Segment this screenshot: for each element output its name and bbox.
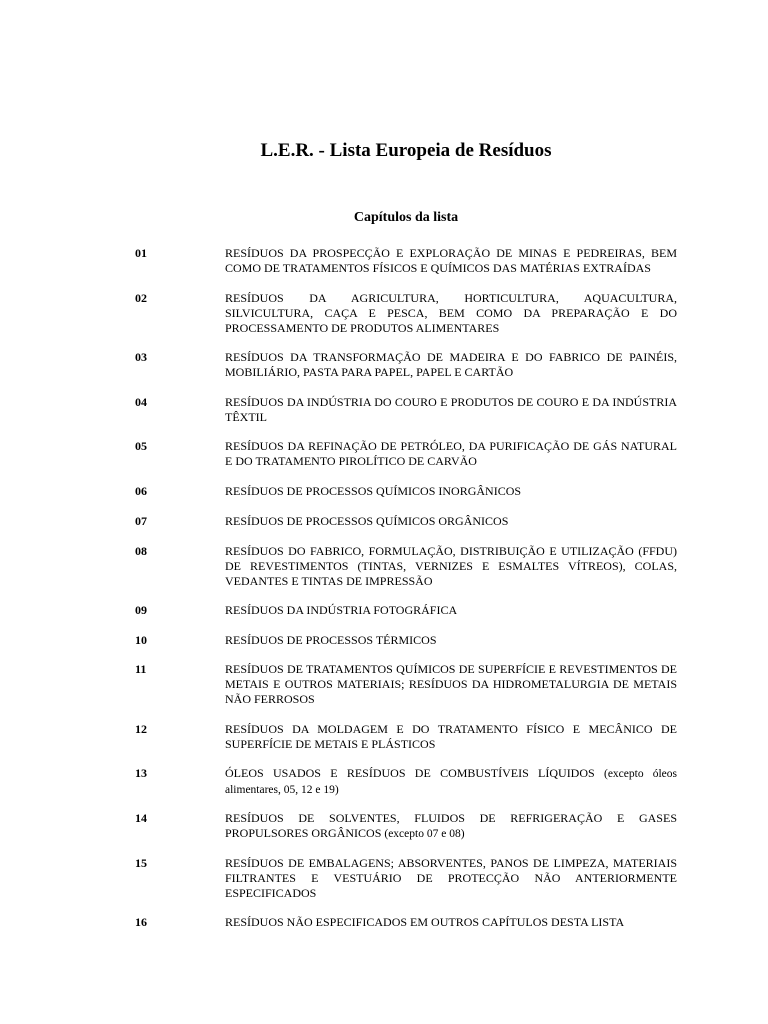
chapter-description: RESÍDUOS DA AGRICULTURA, HORTICULTURA, AQUACULTURA, SILVICULTURA, CAÇA E PESCA, BEM COMO DA PREPARAÇÃO E DO PROCESSAMENTO DE PRODUTOS ALIMENTARES (225, 291, 677, 335)
chapter-note: (excepto óleos alimentares, 05, 12 e 19) (225, 768, 678, 796)
chapter-code: 04 (135, 395, 147, 409)
chapter-description: RESÍDUOS DE SOLVENTES, FLUIDOS DE REFRIGERAÇÃO E GASES PROPULSORES ORGÂNICOS (excepto 07 e 08) (225, 811, 677, 840)
chapter-description: RESÍDUOS DE TRATAMENTOS QUÍMICOS DE SUPERFÍCIE E REVESTIMENTOS DE METAIS E OUTROS MATERIAIS; RESÍDUOS DA HIDROMETALURGIA DE METAIS NÃO FERROSOS (225, 662, 677, 706)
chapter-description: RESÍDUOS DA TRANSFORMAÇÃO DE MADEIRA E DO FABRICO DE PAINÉIS, MOBILIÁRIO, PASTA PARA PAPEL, PAPEL E CARTÃO (225, 350, 677, 379)
chapter-description: RESÍDUOS DO FABRICO, FORMULAÇÃO, DISTRIBUIÇÃO E UTILIZAÇÃO (FFDU) DE REVESTIMENTOS (TINTAS, VERNIZES E ESMALTES VÍTREOS), COLAS, VEDANTES E TINTAS DE IMPRESSÃO (225, 544, 677, 588)
chapter-description: RESÍDUOS DA INDÚSTRIA DO COURO E PRODUTOS DE COURO E DA INDÚSTRIA TÊXTIL (225, 395, 677, 424)
chapter-code: 15 (135, 856, 147, 870)
chapters-subtitle: Capítulos da lista (353, 210, 459, 225)
document-title: L.E.R. - Lista Europeia de Resíduos (260, 140, 552, 161)
chapter-description: RESÍDUOS DA REFINAÇÃO DE PETRÓLEO, DA PURIFICAÇÃO DE GÁS NATURAL E DO TRATAMENTO PIROLÍTICO DE CARVÃO (225, 439, 677, 468)
chapter-description: RESÍDUOS DA INDÚSTRIA FOTOGRÁFICA (225, 603, 458, 617)
chapter-description: RESÍDUOS DE PROCESSOS QUÍMICOS INORGÂNICOS (225, 484, 522, 498)
chapter-description: RESÍDUOS DE PROCESSOS TÉRMICOS (225, 633, 437, 647)
chapter-code: 11 (135, 662, 147, 676)
chapter-code: 13 (135, 766, 147, 780)
chapter-code: 09 (135, 603, 147, 617)
chapter-code: 12 (135, 722, 147, 736)
chapter-code: 02 (135, 291, 147, 305)
chapter-code: 14 (135, 811, 147, 825)
chapter-note: (excepto 07 e 08) (384, 828, 465, 840)
chapter-code: 06 (135, 484, 147, 498)
chapter-description: RESÍDUOS DA MOLDAGEM E DO TRATAMENTO FÍSICO E MECÂNICO DE SUPERFÍCIE DE METAIS E PLÁSTICOS (225, 722, 677, 751)
chapter-description: RESÍDUOS DE PROCESSOS QUÍMICOS ORGÂNICOS (225, 514, 509, 528)
chapter-description: RESÍDUOS NÃO ESPECIFICADOS EM OUTROS CAPÍTULOS DESTA LISTA (225, 915, 625, 929)
chapter-code: 10 (135, 633, 147, 647)
chapter-code: 08 (135, 544, 147, 558)
chapter-code: 03 (135, 350, 147, 364)
chapter-description: RESÍDUOS DA PROSPECÇÃO E EXPLORAÇÃO DE MINAS E PEDREIRAS, BEM COMO DE TRATAMENTOS FÍSICOS E QUÍMICOS DAS MATÉRIAS EXTRAÍDAS (225, 246, 677, 275)
chapter-description: RESÍDUOS DE EMBALAGENS; ABSORVENTES, PANOS DE LIMPEZA, MATERIAIS FILTRANTES E VESTUÁRIO DE PROTECÇÃO NÃO ANTERIORMENTE ESPECIFICADOS (225, 856, 677, 900)
chapter-code: 16 (135, 915, 147, 929)
chapter-description: ÓLEOS USADOS E RESÍDUOS DE COMBUSTÍVEIS LÍQUIDOS (excepto óleos alimentares, 05, 12 e 19) (225, 766, 678, 796)
chapter-code: 01 (135, 246, 147, 260)
chapter-code: 05 (135, 439, 147, 453)
chapter-code: 07 (135, 514, 147, 528)
